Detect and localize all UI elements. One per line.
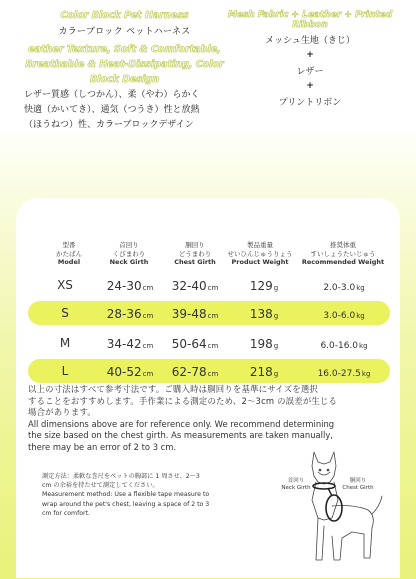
- neck-girth-label: 首回り Neck Girth: [281, 478, 311, 491]
- recommended-cell: 6.0-16.0kg: [320, 341, 368, 351]
- feature-ja: レザー質感（しつかん）、柔（やわ）らかく 快適（かいてき）、通気（つうき）性と放熱 （ほうねつ）性、カラーブロックデザイン: [24, 90, 200, 130]
- recommended-cell: 16.0-27.5kg: [317, 369, 371, 379]
- material-mesh: メッシュ生地（きじ）: [265, 36, 355, 46]
- neck-cell: 24-30cm: [106, 279, 154, 293]
- dog-diagram: [272, 448, 390, 578]
- header-weight: 製品重量 せいひんじゅうりょう Product Weight: [227, 241, 293, 266]
- material-description: [210, 10, 410, 108]
- header-neck: 首回り くびまわり Neck Girth: [109, 241, 149, 266]
- weight-cell: 138g: [249, 307, 279, 321]
- chest-cell: 50-64cm: [171, 337, 219, 351]
- chest-girth-label: 胴回り Chest Girth: [342, 478, 374, 491]
- header-chest: 胴回り どうまわり Chest Girth: [174, 241, 216, 266]
- measurement-method: 測定方法：柔軟な巻尺をペットの胸部に 1 周させ、2～3 cm の余裕を持たせて測定してください。 Measurement method: Use a flexible tape measure to wrap around the pet's chest, leaving a space of 2 to 3 cm for comfort.: [42, 473, 210, 517]
- product-title-en: Color Block Pet Harness: [60, 10, 189, 21]
- table-row: [28, 301, 390, 325]
- table-header: [16, 241, 400, 275]
- table-row: [28, 359, 390, 383]
- left-description: [22, 10, 227, 133]
- neck-cell: 34-42cm: [106, 337, 154, 351]
- material-leather: レザー: [296, 67, 324, 77]
- neck-cell: 40-52cm: [106, 365, 154, 379]
- table-row: [28, 273, 390, 297]
- size-cell: S: [61, 306, 69, 320]
- size-cell: XS: [57, 278, 73, 292]
- neck-cell: 28-36cm: [106, 307, 154, 321]
- material-ribbon: プリントリボン: [278, 98, 342, 108]
- size-cell: L: [61, 364, 69, 378]
- chest-cell: 39-48cm: [171, 307, 219, 321]
- size-chart-card: [16, 198, 400, 578]
- dog-outline-icon: [272, 448, 390, 578]
- chest-cell: 32-40cm: [171, 279, 219, 293]
- weight-cell: 129g: [249, 279, 279, 293]
- header-recommended: 推奨体重 すいしょうたいじゅう Recommended Weight: [301, 241, 385, 266]
- reference-note: 以上の寸法はすべて参考寸法です。ご購入時は胴回りを基準にサイズを選択 することをおすすめします。手作業による測定のため、2～3cm の誤差が生じる 場合があります。 All dimensions above are for reference only. We recommend determining the size based on the chest girth. As measurements are taken manually, there may be an error of 2 to 3 cm.: [28, 384, 338, 452]
- weight-cell: 218g: [249, 365, 279, 379]
- header-section: [0, 0, 416, 140]
- plus-sign: +: [306, 81, 314, 91]
- weight-cell: 198g: [249, 337, 279, 351]
- recommended-cell: 2.0-3.0kg: [323, 283, 365, 293]
- product-title-ja: カラーブロック ペットハーネス: [58, 27, 191, 37]
- plus-sign: +: [306, 50, 314, 60]
- feature-en: eather Texture, Soft & Comfortable, Breathable & Heat-Dissipating, Color Block Design: [25, 44, 224, 85]
- table-row: [28, 331, 390, 355]
- recommended-cell: 3.0-6.0kg: [323, 311, 365, 321]
- chest-cell: 62-78cm: [171, 365, 219, 379]
- header-model: 型番 かたばん Model: [56, 241, 82, 266]
- size-cell: M: [59, 336, 71, 350]
- material-title-en: Mesh Fabric + Leather + Printed Ribbon: [227, 10, 393, 30]
